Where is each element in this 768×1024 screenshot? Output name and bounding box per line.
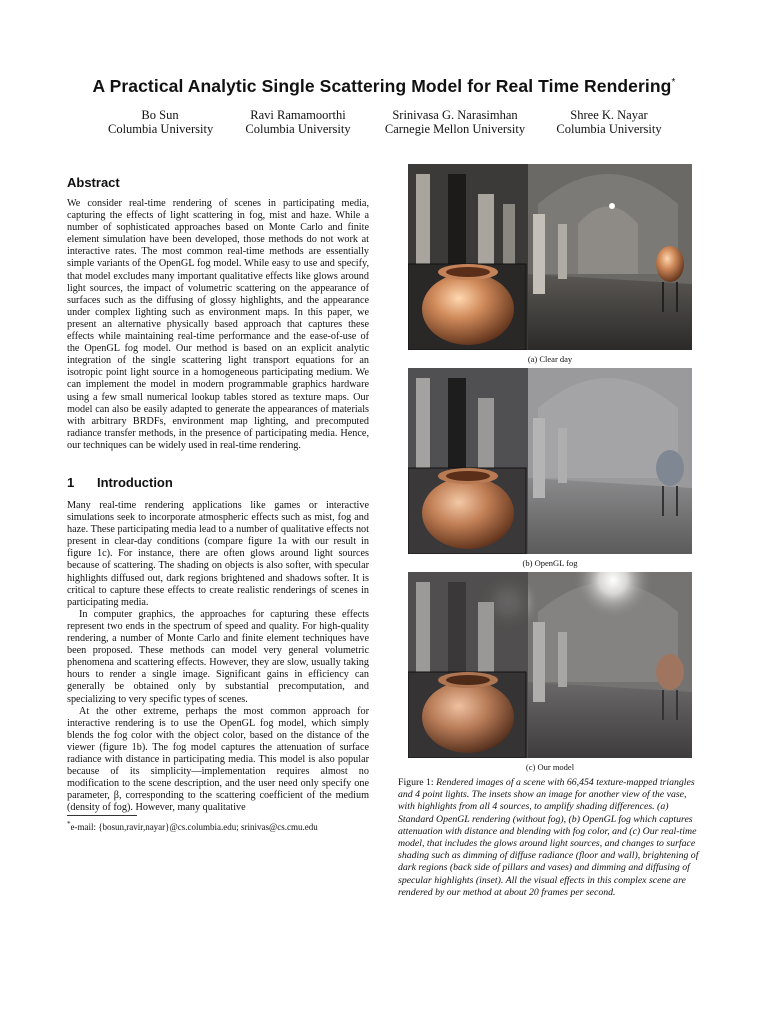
intro-paragraph: Many real-time rendering applications like games or interactive simulations seek to incorporate atmospheric effects such as mist, fog and haze. These participating media lead to a number of qualitative effects not present in clear-day conditions (compare figure 1a with our result in figure 1c). For instance, there are often glows around light sources because of scattering. The shading on objects is also softer, with specular highlights diffused out, dark regions brightened and shadows softer. It is critical to capture these effects to create realistic renderings of scenes in participating media. — [67, 500, 369, 608]
intro-paragraph: In computer graphics, the approaches for capturing these effects represent two ends in the spectrum of speed and quality. For high-quality rendering, a number of Monte Carlo and finite element techniques have been proposed. These methods can model very general volumetric phenomena and scattering effects. However, they are slow, usually taking hours to render a single image. Significant gains in efficiency can generally be obtained only by substantial precomputation, and specializing to very specific types of scenes. — [67, 608, 369, 705]
abstract-body — [67, 198, 369, 452]
author-block — [108, 108, 212, 136]
abstract-heading: Abstract — [67, 175, 120, 190]
footnote-rule — [67, 815, 137, 816]
author-name: Bo Sun — [141, 108, 179, 122]
figure-label: Figure 1: — [398, 777, 434, 788]
figure-our-model-image — [408, 572, 692, 758]
abstract-text: We consider real-time rendering of scenes in participating media, capturing the effects of light scattering in fog, mist and haze. While a number of sophisticated approaches based on Monte Carlo and finite element simulation have been developed, those methods do not work at interactive rates. The most common real-time methods are essentially simple variants of the OpenGL fog model. While easy to use and specify, that model excludes many important qualitative effects like glows around light sources, the impact of volumetric scattering on the appearance of surfaces such as the diffusing of glossy highlights, and the appearance under complex lighting such as environment maps. In this paper, we present an alternative physically based approach that captures these effects while maintaining real-time performance and the ease-of-use of the OpenGL fog model. Our method is based on an explicit analytic integration of the single scattering light transport equations for an isotropic point light source in a homogeneous participating medium. We can implement the model in modern programmable graphics hardware using a few small numerical lookup tables stored as texture maps. Our model can also be easily adapted to generate the appearances of materials with arbitrary BRDFs, environment map lighting, and precomputed radiance transfer methods, in the presence of participating media. Hence, our techniques can be widely used in real-time rendering. — [67, 198, 369, 451]
author-affiliation: Columbia University — [556, 122, 662, 136]
subcaption: (b) OpenGL fog — [522, 558, 578, 568]
footnote: *e-mail: {bosun,ravir,nayar}@cs.columbia.edu; srinivas@cs.cmu.edu — [67, 820, 318, 832]
author-block — [244, 108, 352, 136]
figure-clear-day-image — [408, 164, 692, 350]
figure-caption — [398, 777, 702, 899]
subcaption: (c) Our model — [525, 762, 575, 772]
section-title: Introduction — [97, 475, 173, 490]
author-name: Shree K. Nayar — [570, 108, 648, 122]
author-affiliation: Columbia University — [108, 122, 214, 136]
section-number: 1 — [67, 475, 75, 490]
subcaption: (a) Clear day — [527, 354, 573, 364]
author-block — [381, 108, 529, 136]
figure-opengl-fog-image — [408, 368, 692, 554]
figure-caption-text: Rendered images of a scene with 66,454 texture-mapped triangles and 4 point lights. The insets show an image for another view of the vase, with highlights from all 4 sources, to amplify shading differences. (a) Standard OpenGL rendering (without fog), (b) OpenGL fog which captures attenuation with distance and blending with fog color, and (c) Our real-time model, that includes the glows around light sources, and changes to surface shading such as dimming of diffuse radiance (floor and wall), brightening of dark regions (back side of pillars and vases) and dimming and diffusing of specular highlights (inset). All the visual effects in this complex scene are rendered by our method at about 20 frames per second. — [398, 777, 699, 898]
author-affiliation: Columbia University — [245, 122, 351, 136]
intro-paragraph: At the other extreme, perhaps the most common approach for interactive rendering is to use the OpenGL fog model, which simply blends the fog color with the object color, based on the distance of the viewer (figure 1b). The fog model captures the attenuation of surface radiance with distance in participating media. This model is also popular because of its simplicity—implementation requires almost no modification to the scene description, and the user need only specify one parameter, β, corresponding to the scattering coefficient of the medium (density of fog). However, many qualitative — [67, 705, 369, 814]
author-block — [554, 108, 664, 136]
intro-heading — [67, 475, 173, 490]
author-name: Srinivasa G. Narasimhan — [392, 108, 518, 122]
intro-body — [67, 500, 369, 814]
author-affiliation: Carnegie Mellon University — [384, 122, 526, 136]
author-name: Ravi Ramamoorthi — [250, 108, 346, 122]
paper-title: A Practical Analytic Single Scattering Model for Real Time Rendering* — [92, 76, 676, 96]
